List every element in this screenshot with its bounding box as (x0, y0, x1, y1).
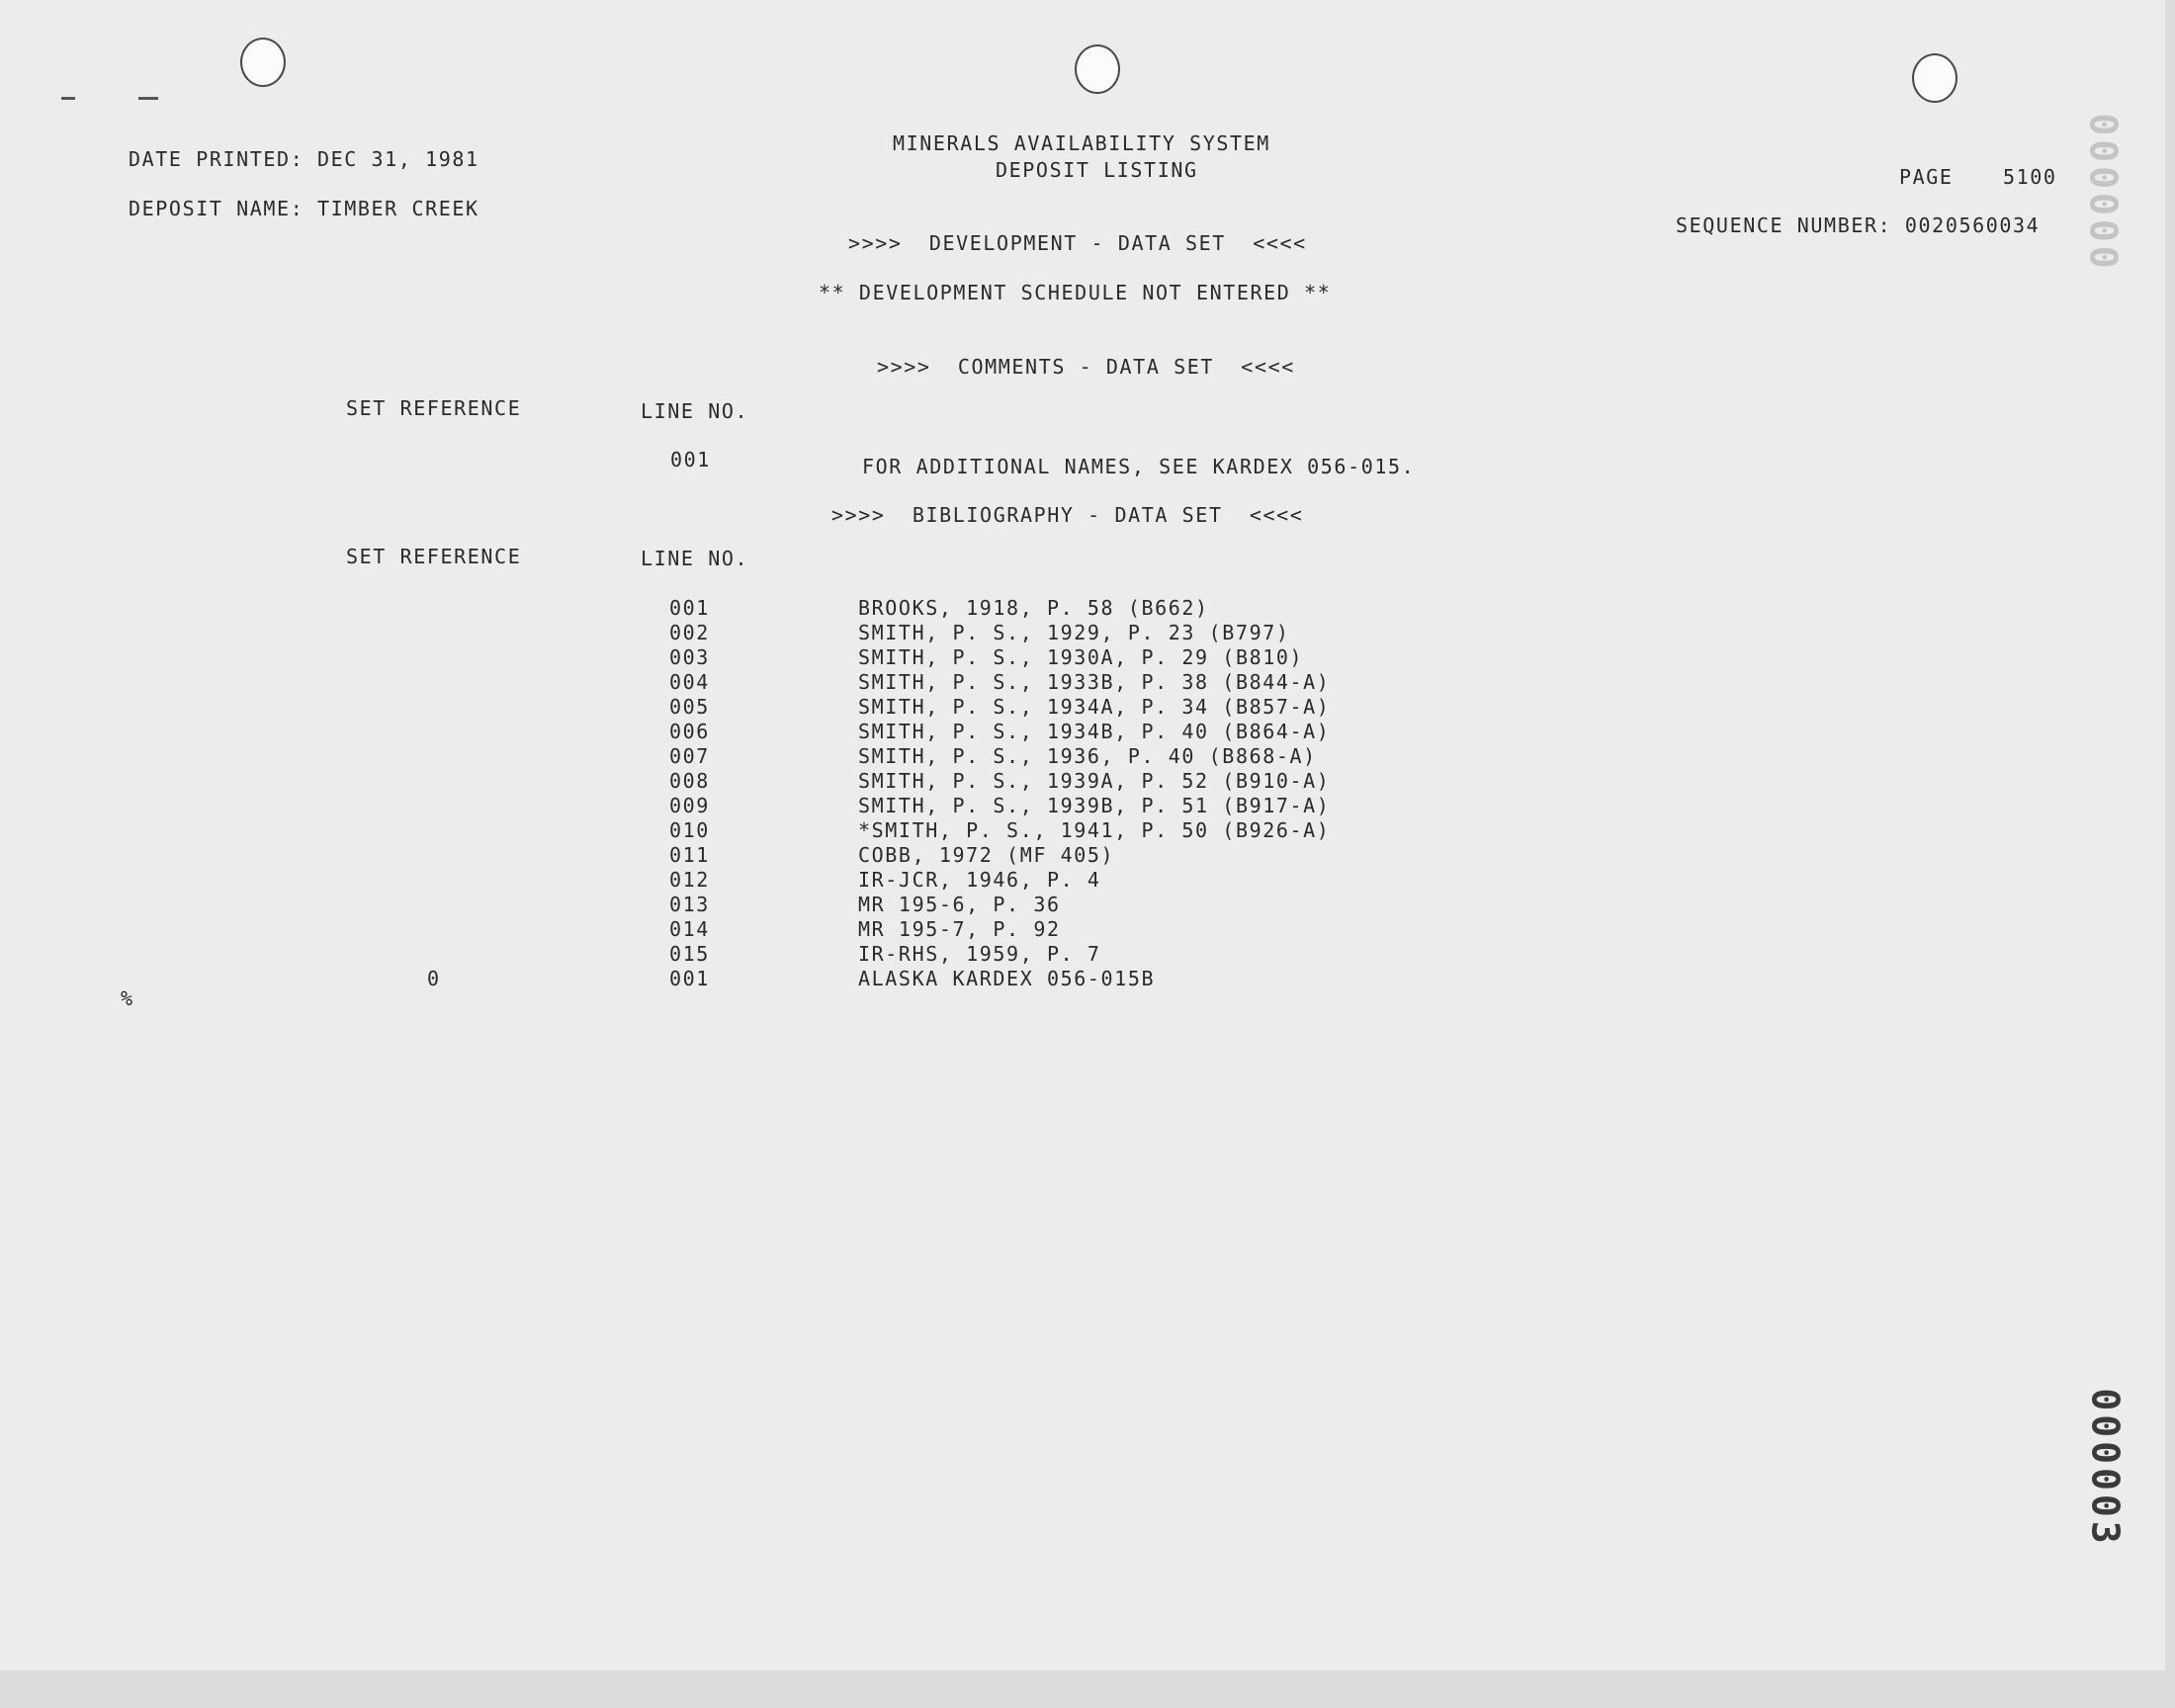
table-row (0, 794, 1582, 818)
frame-number: 000003 (2084, 1388, 2128, 1548)
citation: SMITH, P. S., 1934B, P. 40 (B864-A) (858, 720, 1331, 743)
table-row (0, 868, 1582, 893)
table-row (0, 818, 1582, 843)
punch-hole-right (1912, 53, 1958, 103)
line-number: 011 (669, 843, 710, 867)
punch-hole-center (1075, 44, 1120, 94)
page-label: PAGE (1899, 165, 1954, 189)
citation: SMITH, P. S., 1936, P. 40 (B868-A) (858, 744, 1317, 768)
citation: SMITH, P. S., 1939A, P. 52 (B910-A) (858, 769, 1331, 793)
bibliography-heading: >>>> BIBLIOGRAPHY - DATA SET <<<< (831, 503, 1304, 527)
comments-text-001: FOR ADDITIONAL NAMES, SEE KARDEX 056-015. (862, 455, 1416, 478)
line-number: 015 (669, 942, 710, 966)
comments-set-reference-header: SET REFERENCE (346, 396, 522, 420)
table-row (0, 843, 1582, 868)
table-row (0, 942, 1582, 967)
comments-heading: >>>> COMMENTS - DATA SET <<<< (877, 355, 1295, 379)
citation: IR-RHS, 1959, P. 7 (858, 942, 1101, 966)
line-number: 008 (669, 769, 710, 793)
line-number: 007 (669, 744, 710, 768)
table-row (0, 720, 1582, 744)
punch-hole-left (240, 38, 286, 87)
development-note: ** DEVELOPMENT SCHEDULE NOT ENTERED ** (819, 281, 1332, 304)
citation: *SMITH, P. S., 1941, P. 50 (B926-A) (858, 818, 1331, 842)
table-row (0, 769, 1582, 794)
line-number: 009 (669, 794, 710, 817)
citation: MR 195-6, P. 36 (858, 893, 1061, 916)
citation: COBB, 1972 (MF 405) (858, 843, 1115, 867)
system-title: MINERALS AVAILABILITY SYSTEM (893, 131, 1270, 155)
set-reference: 0 (427, 967, 441, 990)
table-row (0, 744, 1582, 769)
page-number: 5100 (2003, 165, 2057, 189)
citation: SMITH, P. S., 1930A, P. 29 (B810) (858, 645, 1304, 669)
line-number: 013 (669, 893, 710, 916)
citation: BROOKS, 1918, P. 58 (B662) (858, 596, 1209, 620)
table-row (0, 695, 1582, 720)
citation: SMITH, P. S., 1933B, P. 38 (B844-A) (858, 670, 1331, 694)
bibliography-line-no-header: LINE NO. (641, 547, 749, 570)
citation: MR 195-7, P. 92 (858, 917, 1061, 941)
table-row (0, 670, 1582, 695)
line-number: 012 (669, 868, 710, 892)
bibliography-set-reference-header: SET REFERENCE (346, 545, 522, 568)
scan-mark (61, 97, 75, 100)
table-row (0, 967, 1582, 991)
line-number: 001 (669, 967, 710, 990)
development-heading: >>>> DEVELOPMENT - DATA SET <<<< (848, 231, 1307, 255)
citation: ALASKA KARDEX 056-015B (858, 967, 1156, 990)
line-number: 014 (669, 917, 710, 941)
line-number: 004 (669, 670, 710, 694)
line-number: 006 (669, 720, 710, 743)
table-row (0, 917, 1582, 942)
line-number: 001 (669, 596, 710, 620)
citation: SMITH, P. S., 1934A, P. 34 (B857-A) (858, 695, 1331, 719)
sequence-number: SEQUENCE NUMBER: 0020560034 (1676, 214, 2041, 237)
table-row (0, 893, 1582, 917)
frame-number-faint: 000000 (2082, 113, 2126, 273)
citation: SMITH, P. S., 1929, P. 23 (B797) (858, 621, 1290, 644)
listing-title: DEPOSIT LISTING (996, 158, 1198, 182)
citation: IR-JCR, 1946, P. 4 (858, 868, 1101, 892)
table-row (0, 596, 1582, 621)
table-row (0, 645, 1582, 670)
scan-mark (138, 97, 158, 100)
deposit-name: DEPOSIT NAME: TIMBER CREEK (129, 197, 479, 220)
citation: SMITH, P. S., 1939B, P. 51 (B917-A) (858, 794, 1331, 817)
date-printed: DATE PRINTED: DEC 31, 1981 (129, 147, 479, 171)
margin-mark: % (121, 986, 134, 1010)
line-number: 010 (669, 818, 710, 842)
line-number: 003 (669, 645, 710, 669)
line-number: 002 (669, 621, 710, 644)
table-row (0, 621, 1582, 645)
comments-line-001: 001 (670, 448, 711, 471)
line-number: 005 (669, 695, 710, 719)
comments-line-no-header: LINE NO. (641, 399, 749, 423)
